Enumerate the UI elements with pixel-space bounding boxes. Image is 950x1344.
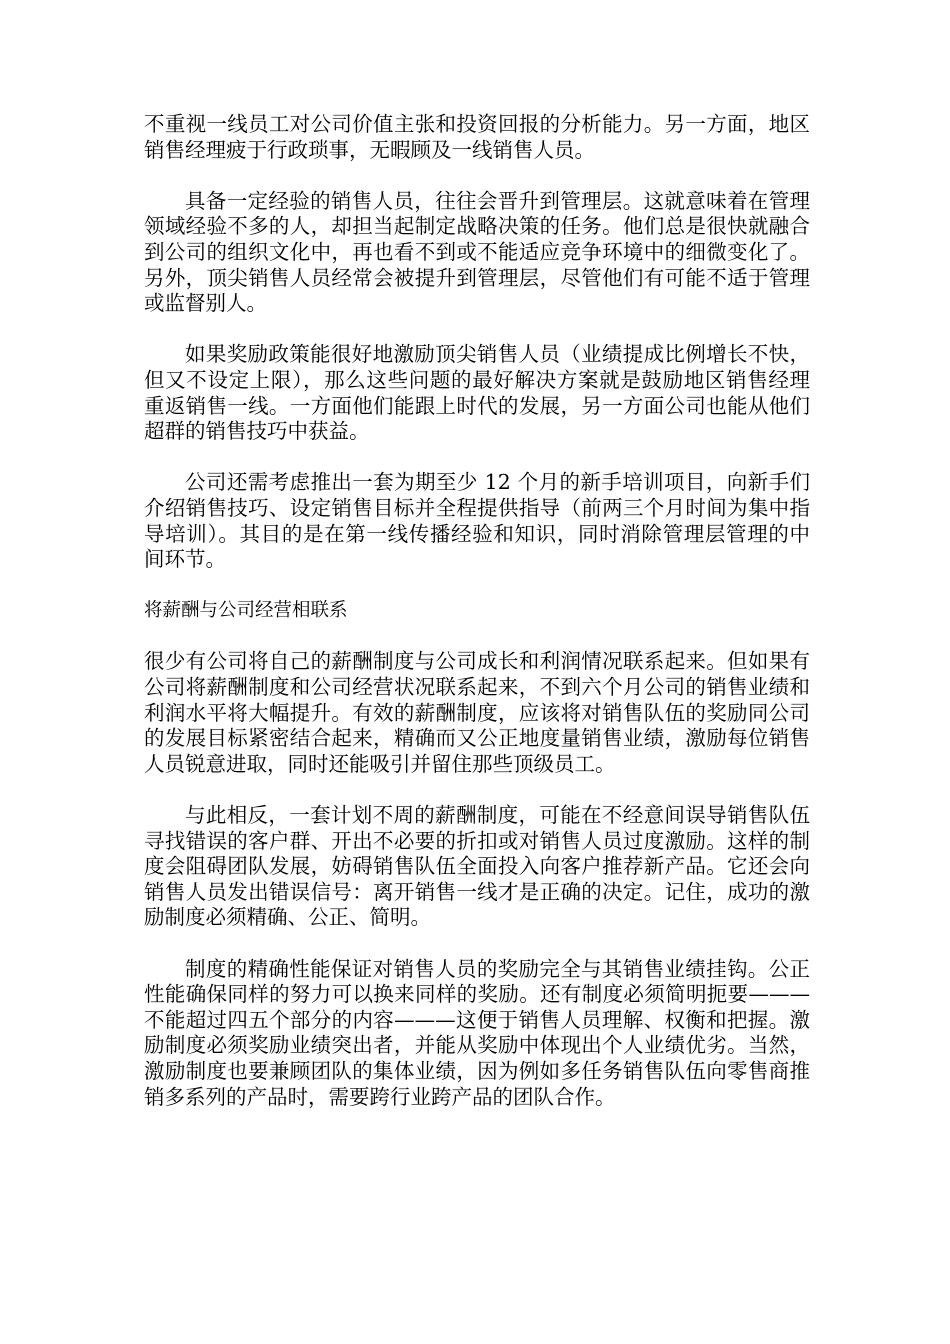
paragraph-1: 不重视一线员工对公司价值主张和投资回报的分析能力。另一方面，地区销售经理疲于行政琐事，无暇顾及一线销售人员。 bbox=[144, 112, 810, 162]
paragraph-7: 制度的精确性能保证对销售人员的奖励完全与其销售业绩挂钩。公正性能确保同样的努力可以换来同样的奖励。还有制度必须简明扼要———不能超过四五个部分的内容———这便于销售人员理解、权衡和把握。激励制度必须奖励业绩突出者，并能从奖励中体现出个人业绩优劣。当然，激励制度也要兼顾团队的集体业绩，因为例如多任务销售队伍向零售商推销多系列的产品时，需要跨行业跨产品的团队合作。 bbox=[144, 956, 810, 1109]
section-heading: 将薪酬与公司经营相联系 bbox=[144, 600, 348, 622]
paragraph-6: 与此相反，一套计划不周的薪酬制度，可能在不经意间误导销售队伍寻找错误的客户群、开出不必要的折扣或对销售人员过度激励。这样的制度会阻碍团队发展，妨碍销售队伍全面投入向客户推荐新产品。它还会向销售人员发出错误信号：离开销售一线才是正确的决定。记住，成功的激励制度必须精确、公正、简明。 bbox=[144, 803, 810, 930]
paragraph-2: 具备一定经验的销售人员，往往会晋升到管理层。这就意味着在管理领域经验不多的人，却担当起制定战略决策的任务。他们总是很快就融合到公司的组织文化中，再也看不到或不能适应竞争环境中的细微变化了。另外，顶尖销售人员经常会被提升到管理层，尽管他们有可能不适于管理或监督别人。 bbox=[144, 188, 810, 316]
paragraph-5: 很少有公司将自己的薪酬制度与公司成长和利润情况联系起来。但如果有公司将薪酬制度和公司经营状况联系起来，不到六个月公司的销售业绩和利润水平将大幅提升。有效的薪酬制度，应该将对销售队伍的奖励同公司的发展目标紧密结合起来，精确而又公正地度量销售业绩，激励每位销售人员锐意进取，同时还能吸引并留住那些顶级员工。 bbox=[144, 649, 810, 776]
paragraph-3: 如果奖励政策能很好地激励顶尖销售人员（业绩提成比例增长不快，但又不设定上限），那么这些问题的最好解决方案就是鼓励地区销售经理重返销售一线。一方面他们能跟上时代的发展，另一方面公司也能从他们超群的销售技巧中获益。 bbox=[144, 342, 810, 444]
document-page bbox=[144, 112, 810, 1136]
paragraph-4: 公司还需考虑推出一套为期至少 12 个月的新手培训项目，向新手们介绍销售技巧、设定销售目标并全程提供指导（前两三个月时间为集中指导培训）。其目的是在第一线传播经验和知识，同时消除管理层管理的中间环节。 bbox=[144, 470, 810, 572]
